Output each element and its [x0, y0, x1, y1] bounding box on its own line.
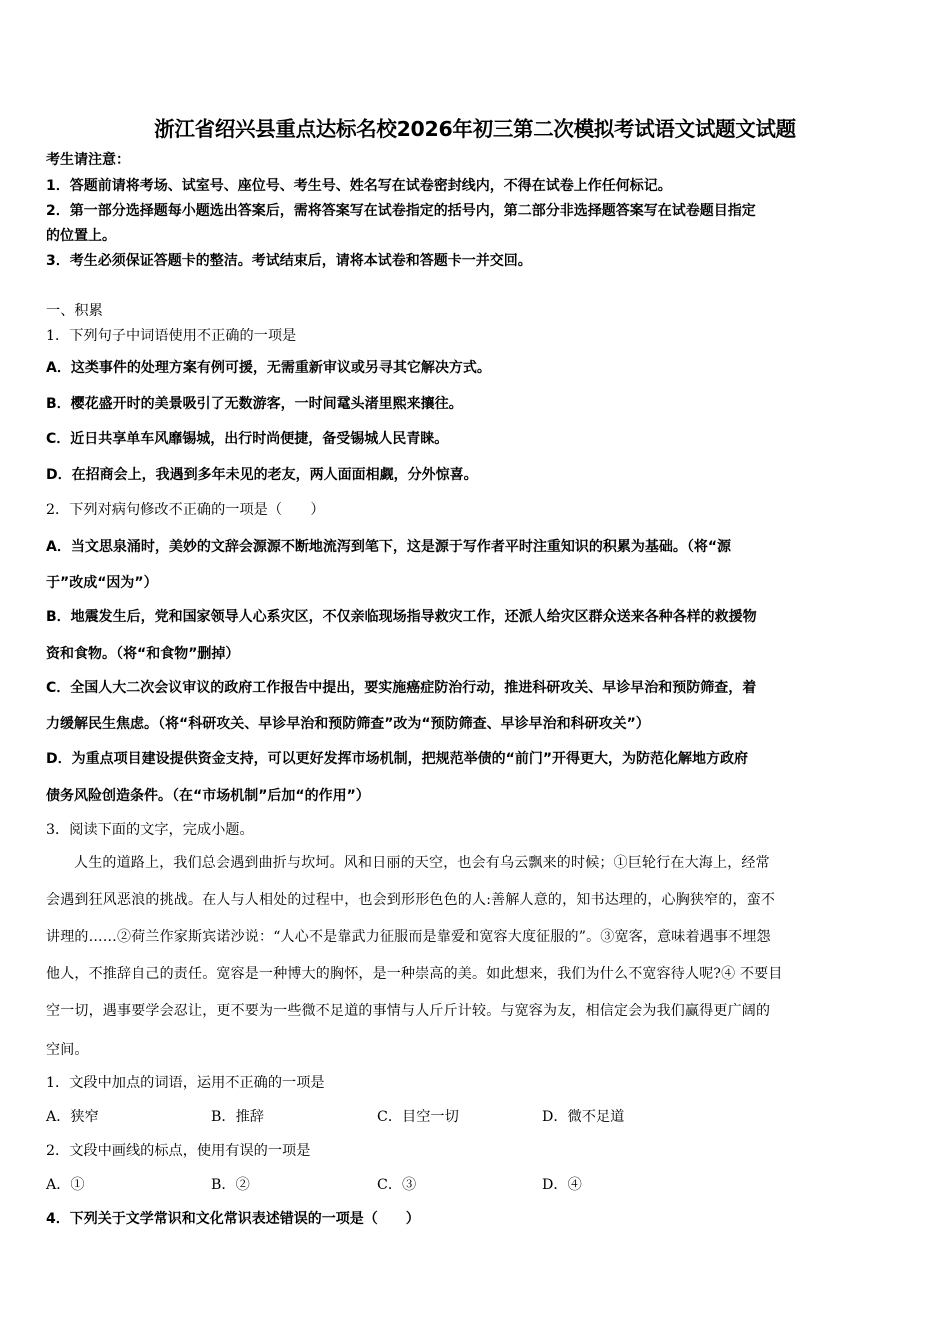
notice-heading: 考生请注意： [46, 152, 130, 168]
passage-line: 空一切，遇事要学会忍让，更不要为一些微不足道的事情与人斤斤计较。与宽容为友，相信定会为我们赢得更广阔的 [46, 1003, 771, 1019]
subquestion-stem: 2．文段中画线的标点，使用有误的一项是 [46, 1143, 311, 1159]
question-option: D．在招商会上，我遇到多年未见的老友，两人面面相觑，分外惊喜。 [46, 467, 478, 483]
subquestion-option: D．微不足道 [542, 1109, 625, 1125]
subquestion-option: C．③ [377, 1177, 417, 1193]
page-title: 浙江省绍兴县重点达标名校2026年初三第二次模拟考试语文试题文试题 [154, 117, 796, 141]
passage-line: 讲理的……②荷兰作家斯宾诺沙说：“人心不是靠武力征服而是靠爱和宽容大度征服的”。③宽客，意味着遇事不埋怨 [46, 929, 771, 945]
subquestion-stem: 1．文段中加点的词语，运用不正确的一项是 [46, 1075, 325, 1091]
question-option: C．近日共享单车风靡锡城，出行时尚便捷，备受锡城人民青睐。 [46, 431, 449, 447]
subquestion-option: B．② [211, 1177, 250, 1193]
passage-line: 人生的道路上，我们总会遇到曲折与坎坷。风和日丽的天空，也会有乌云飘来的时候；①巨轮行在大海上，经常 [74, 855, 770, 871]
question-option: 力缓解民生焦虑。（将“科研攻关、早诊早治和预防筛查”改为“预防筛查、早诊早治和科研攻关”） [46, 716, 650, 732]
question-stem: 1．下列句子中词语使用不正确的一项是 [46, 328, 297, 344]
passage-line: 他人，不推辞自己的责任。宽容是一种博大的胸怀，是一种崇高的美。如此想来，我们为什么不宽容待人呢?④ 不要目 [46, 966, 783, 982]
question-option: 于”改成“因为”） [46, 575, 158, 591]
notice-item: 的位置上。 [46, 228, 116, 244]
question-option: B．樱花盛开时的美景吸引了无数游客，一时间鼋头渚里熙来攘往。 [46, 396, 463, 412]
question-option: C．全国人大二次会议审议的政府工作报告中提出，要实施癌症防治行动，推进科研攻关、早诊早治和预防筛查，着 [46, 680, 757, 696]
subquestion-option: A．① [46, 1177, 85, 1193]
question-option: A．当文思泉涌时，美妙的文辞会源源不断地流泻到笔下，这是源于写作者平时注重知识的积累为基础。（将“源 [46, 539, 732, 555]
question-option: D．为重点项目建设提供资金支持，可以更好发挥市场机制，把规范举债的“前门”开得更大，为防范化解地方政府 [46, 751, 749, 767]
subquestion-option: C．目空一切 [377, 1109, 459, 1125]
notice-item: 3．考生必须保证答题卡的整洁。考试结束后，请将本试卷和答题卡一并交回。 [46, 253, 532, 269]
subquestion-option: B．推辞 [211, 1109, 264, 1125]
passage-line: 空间。 [46, 1042, 89, 1058]
question-option: 债务风险创造条件。（在“市场机制”后加“的作用”） [46, 788, 370, 804]
question-option: B．地震发生后，党和国家领导人心系灾区，不仅亲临现场指导救灾工作，还派人给灾区群众送来各种各样的救援物 [46, 609, 757, 625]
subquestion-option: A．狭窄 [46, 1109, 99, 1125]
passage-line: 会遇到狂风恶浪的挑战。在人与人相处的过程中，也会到形形色色的人:善解人意的，知书达理的，心胸狭窄的，蛮不 [46, 892, 776, 908]
section-heading: 一、积累 [46, 303, 103, 319]
notice-item: 2．第一部分选择题每小题选出答案后，需将答案写在试卷指定的括号内，第二部分非选择题答案写在试卷题目指定 [46, 203, 756, 219]
question-stem: 4．下列关于文学常识和文化常识表述错误的一项是（ ） [46, 1211, 420, 1227]
question-stem: 2．下列对病句修改不正确的一项是（ ） [46, 502, 325, 518]
question-stem: 3．阅读下面的文字，完成小题。 [46, 822, 254, 838]
notice-item: 1．答题前请将考场、试室号、座位号、考生号、姓名写在试卷密封线内，不得在试卷上作任何标记。 [46, 178, 672, 194]
subquestion-option: D．④ [542, 1177, 582, 1193]
question-option: A．这类事件的处理方案有例可援，无需重新审议或另寻其它解决方式。 [46, 360, 491, 376]
question-option: 资和食物。（将“和食物”删掉） [46, 646, 240, 662]
